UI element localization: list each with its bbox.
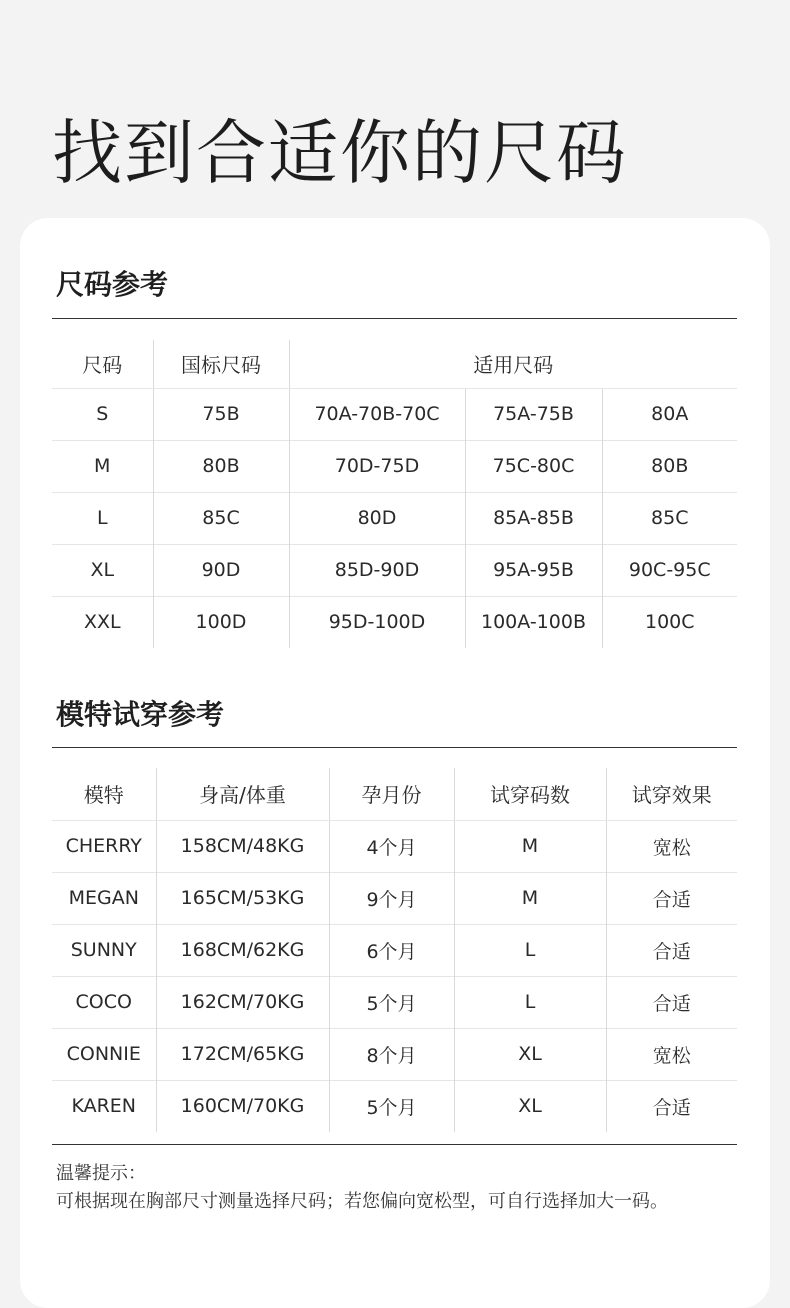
table-row <box>52 492 737 544</box>
table-row <box>52 820 737 872</box>
model-name-cell: SUNNY <box>52 924 156 976</box>
size-cell: S <box>52 388 153 440</box>
fit-effect-cell: 合适 <box>606 1080 737 1132</box>
tried-size-cell: L <box>454 976 606 1028</box>
header-model: 模特 <box>52 768 156 820</box>
table-row <box>52 976 737 1028</box>
size-cell: XL <box>52 544 153 596</box>
fit-effect-cell: 宽松 <box>606 820 737 872</box>
model-name-cell: COCO <box>52 976 156 1028</box>
fit-size-cell: 70D-75D <box>289 440 465 492</box>
fit-size-cell: 80A <box>602 388 737 440</box>
fit-effect-cell: 合适 <box>606 872 737 924</box>
header-national-size: 国标尺码 <box>153 340 289 388</box>
fit-size-cell: 80B <box>602 440 737 492</box>
tried-size-cell: M <box>454 872 606 924</box>
size-cell: XXL <box>52 596 153 648</box>
height-weight-cell: 168CM/62KG <box>156 924 329 976</box>
fit-size-cell: 70A-70B-70C <box>289 388 465 440</box>
fit-size-cell: 85C <box>602 492 737 544</box>
size-chart-divider <box>52 318 737 319</box>
model-chart-divider <box>52 747 737 748</box>
fit-size-cell: 95D-100D <box>289 596 465 648</box>
tips-label: 温馨提示： <box>56 1163 146 1184</box>
tried-size-cell: XL <box>454 1080 606 1132</box>
fit-size-cell: 85A-85B <box>465 492 602 544</box>
fit-size-cell: 75C-80C <box>465 440 602 492</box>
height-weight-cell: 158CM/48KG <box>156 820 329 872</box>
height-weight-cell: 172CM/65KG <box>156 1028 329 1080</box>
header-height-weight: 身高/体重 <box>156 768 329 820</box>
pregnancy-month-cell: 9个月 <box>329 872 454 924</box>
tried-size-cell: L <box>454 924 606 976</box>
national-size-cell: 90D <box>153 544 289 596</box>
height-weight-cell: 165CM/53KG <box>156 872 329 924</box>
size-chart-table <box>52 340 737 648</box>
fit-size-cell: 90C-95C <box>602 544 737 596</box>
header-pregnancy-month: 孕月份 <box>329 768 454 820</box>
fit-effect-cell: 宽松 <box>606 1028 737 1080</box>
fit-size-cell: 100A-100B <box>465 596 602 648</box>
model-name-cell: KAREN <box>52 1080 156 1132</box>
national-size-cell: 100D <box>153 596 289 648</box>
table-row <box>52 388 737 440</box>
table-row <box>52 1080 737 1132</box>
pregnancy-month-cell: 5个月 <box>329 1080 454 1132</box>
size-cell: M <box>52 440 153 492</box>
pregnancy-month-cell: 4个月 <box>329 820 454 872</box>
table-row <box>52 596 737 648</box>
size-chart-header-row <box>52 340 737 388</box>
model-name-cell: MEGAN <box>52 872 156 924</box>
height-weight-cell: 160CM/70KG <box>156 1080 329 1132</box>
header-fit-effect: 试穿效果 <box>606 768 737 820</box>
fit-size-cell: 75A-75B <box>465 388 602 440</box>
national-size-cell: 85C <box>153 492 289 544</box>
header-tried-size: 试穿码数 <box>454 768 606 820</box>
model-chart-header-row <box>52 768 737 820</box>
pregnancy-month-cell: 8个月 <box>329 1028 454 1080</box>
table-row <box>52 924 737 976</box>
model-name-cell: CONNIE <box>52 1028 156 1080</box>
header-size: 尺码 <box>52 340 153 388</box>
model-chart-table <box>52 768 737 1132</box>
height-weight-cell: 162CM/70KG <box>156 976 329 1028</box>
national-size-cell: 80B <box>153 440 289 492</box>
tips-divider <box>52 1144 737 1145</box>
page-title: 找到合适你的尺码 <box>52 112 628 194</box>
table-row <box>52 440 737 492</box>
model-chart-title: 模特试穿参考 <box>56 698 225 731</box>
national-size-cell: 75B <box>153 388 289 440</box>
pregnancy-month-cell: 6个月 <box>329 924 454 976</box>
table-row <box>52 1028 737 1080</box>
fit-size-cell: 80D <box>289 492 465 544</box>
tried-size-cell: M <box>454 820 606 872</box>
fit-effect-cell: 合适 <box>606 924 737 976</box>
header-fit-sizes: 适用尺码 <box>289 340 737 388</box>
tried-size-cell: XL <box>454 1028 606 1080</box>
fit-size-cell: 100C <box>602 596 737 648</box>
table-row <box>52 872 737 924</box>
tips-text: 可根据现在胸部尺寸测量选择尺码；若您偏向宽松型，可自行选择加大一码。 <box>56 1191 668 1212</box>
fit-size-cell: 85D-90D <box>289 544 465 596</box>
pregnancy-month-cell: 5个月 <box>329 976 454 1028</box>
fit-effect-cell: 合适 <box>606 976 737 1028</box>
size-cell: L <box>52 492 153 544</box>
fit-size-cell: 95A-95B <box>465 544 602 596</box>
size-chart-title: 尺码参考 <box>56 268 169 301</box>
table-row <box>52 544 737 596</box>
model-name-cell: CHERRY <box>52 820 156 872</box>
